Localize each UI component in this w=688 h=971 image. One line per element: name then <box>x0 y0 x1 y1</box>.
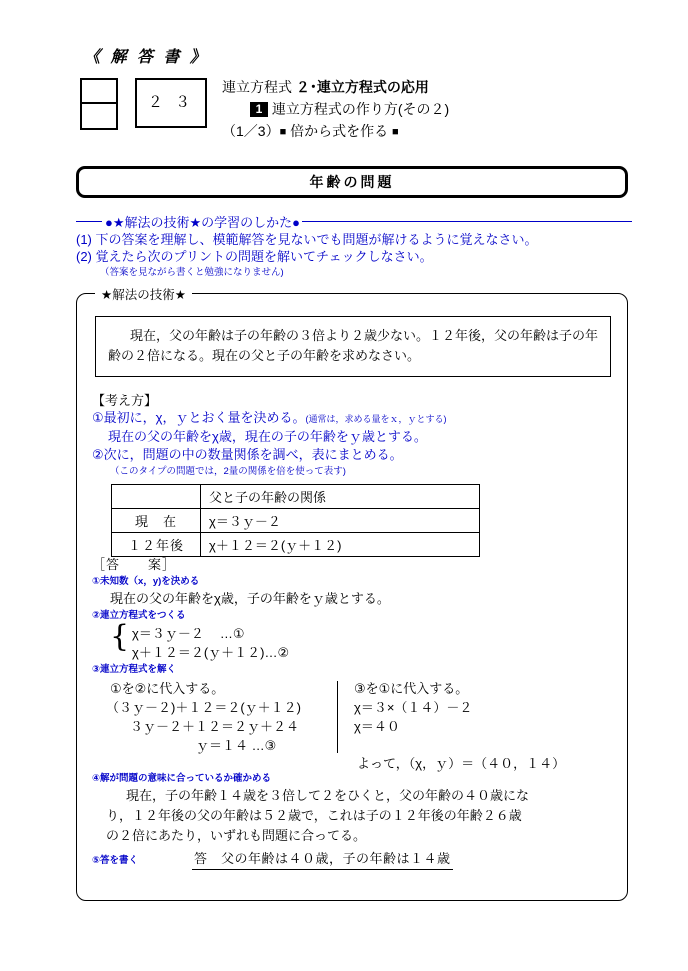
solving-work-area <box>92 679 614 771</box>
answer-step-5-label: ⑤答を書く <box>92 855 139 866</box>
solving-right-column <box>354 679 472 736</box>
instructions-heading-text: ●★解法の技術★の学習のしかた● <box>105 215 301 230</box>
sheet-number-box: ２ ３ <box>135 78 207 128</box>
answer-section <box>92 556 614 870</box>
approach-section <box>92 392 612 479</box>
column-divider <box>337 681 338 753</box>
instruction-note: （答案を見ながら書くと勉強になりません) <box>100 267 284 278</box>
unit-name: 連立方程式 <box>222 79 292 95</box>
verification-line-1: 現在，子の年齢１４歳を３倍して２をひくと，父の年齢の４０歳にな <box>126 788 530 803</box>
table-row <box>112 509 480 533</box>
table-row-value: χ＋１２＝２(ｙ＋１２) <box>201 533 480 557</box>
solution-conclusion: よって，（χ，ｙ）＝（４０，１４） <box>357 756 566 771</box>
header-line-3 <box>222 120 449 143</box>
technique-fieldset <box>76 288 628 901</box>
verification-line-2: り，１２年後の父の年齢は５２歳で，これは子の１２年後の年齢２６歳 <box>106 808 522 823</box>
answer-step-1-label: ①未知数（x，y)を決める <box>92 576 200 587</box>
header-line-1 <box>222 76 449 98</box>
section-number-badge: 1 <box>250 102 268 117</box>
table-header-row <box>112 485 480 509</box>
instruction-item-1: (1) 下の答案を理解し、模範解答を見ないでも問題が解けるように覚えなさい。 <box>76 232 538 247</box>
table-row <box>112 533 480 557</box>
instructions-heading <box>76 212 632 231</box>
final-answer-row <box>92 848 614 870</box>
equation-system <box>92 619 614 662</box>
approach-step-1-text: ①最初に，χ，ｙとおく量を決める。 <box>92 410 306 425</box>
table-header-blank <box>112 485 201 509</box>
solving-left-line-1: ①を②に代入する。 <box>110 681 225 696</box>
solving-left-line-3: ３ｙ－２＋１２＝２ｙ＋２４ <box>130 719 300 734</box>
answer-step-4-label: ④解が問題の意味に合っているか確かめる <box>92 773 272 784</box>
verification-line-3: の２倍にあたり，いずれも問題に合ってる。 <box>106 828 367 843</box>
final-answer-text: 答 父の年齢は４０歳，子の年齢は１４歳 <box>192 848 453 870</box>
equation-1 <box>132 624 614 643</box>
solving-right-line-3: χ＝４０ <box>354 719 400 734</box>
table-row-label: １２年後 <box>112 533 201 557</box>
heading-rule-left-icon <box>76 221 102 222</box>
table-row-value: χ＝３ｙ－２ <box>201 509 480 533</box>
study-instructions <box>76 212 632 280</box>
square-marker-right-icon: ■ <box>392 126 399 138</box>
age-relation-table <box>111 484 480 557</box>
solving-left-line-2: （３ｙ－２)＋１２＝２(ｙ＋１２) <box>106 700 301 715</box>
curly-brace-icon: { <box>110 619 130 654</box>
section-title: 連立方程式の作り方(その２) <box>271 101 450 117</box>
approach-step-2-note: （このタイプの問題では，2量の関係を倍を使って表す) <box>110 466 346 477</box>
chapter-name: ２･連立方程式の応用 <box>295 79 429 95</box>
answer-section-title: ［答 案］ <box>92 557 177 572</box>
fieldset-legend: ★解法の技術★ <box>95 285 192 303</box>
equation-2-text: χ＋１２＝２(ｙ＋１２) <box>132 645 265 660</box>
topic-banner: 年齢の問題 <box>76 166 628 198</box>
header-title-lines <box>222 76 449 143</box>
problem-statement-box <box>95 316 611 377</box>
heading-rule-right-icon <box>302 221 632 222</box>
page-indicator: （1／3） <box>222 123 280 139</box>
answer-step-3-label: ③連立方程式を解く <box>92 664 177 675</box>
equation-1-text: χ＝３ｙ－２ <box>132 626 204 641</box>
equation-2 <box>132 643 614 662</box>
document-type-label: 《 解 答 書 》 <box>84 49 209 66</box>
approach-step-1-note: (通常は，求める量をｘ，ｙとする) <box>305 414 447 424</box>
equation-2-tag: …② <box>264 645 290 660</box>
header-number-boxes <box>80 78 207 130</box>
approach-step-1-detail: 現在の父の年齢をχ歳，現在の子の年齢をｙ歳とする。 <box>108 429 427 444</box>
approach-step-1 <box>92 409 612 428</box>
empty-box-bottom <box>82 104 116 128</box>
approach-title: 【考え方】 <box>92 393 158 408</box>
equation-1-tag: …① <box>219 626 245 641</box>
empty-stacked-boxes <box>80 78 118 130</box>
table-row-label: 現 在 <box>112 509 201 533</box>
answer-step-1-text: 現在の父の年齢をχ歳，子の年齢をｙ歳とする。 <box>110 591 390 606</box>
subsection-title: 倍から式を作る <box>290 123 389 139</box>
empty-box-top <box>82 80 116 104</box>
solving-left-line-4: ｙ＝１４ …③ <box>196 738 277 753</box>
table-header-relation: 父と子の年齢の関係 <box>201 485 480 509</box>
problem-text: 現在，父の年齢は子の年齢の３倍より２歳少ない。１２年後，父の年齢は子の年齢の２倍になる。現在の父と子の年齢を求めなさい。 <box>108 328 599 363</box>
approach-step-2: ②次に，問題の中の数量関係を調べ，表にまとめる。 <box>92 447 403 462</box>
header-line-2 <box>222 98 449 120</box>
instruction-item-2: (2) 覚えたら次のプリントの問題を解いてチェックしなさい。 <box>76 249 433 264</box>
square-marker-left-icon: ■ <box>279 126 287 138</box>
solving-right-line-2: χ＝３×（１４）－２ <box>354 700 473 715</box>
solving-right-line-1: ③を①に代入する。 <box>354 681 469 696</box>
answer-step-2-label: ②連立方程式をつくる <box>92 610 186 621</box>
